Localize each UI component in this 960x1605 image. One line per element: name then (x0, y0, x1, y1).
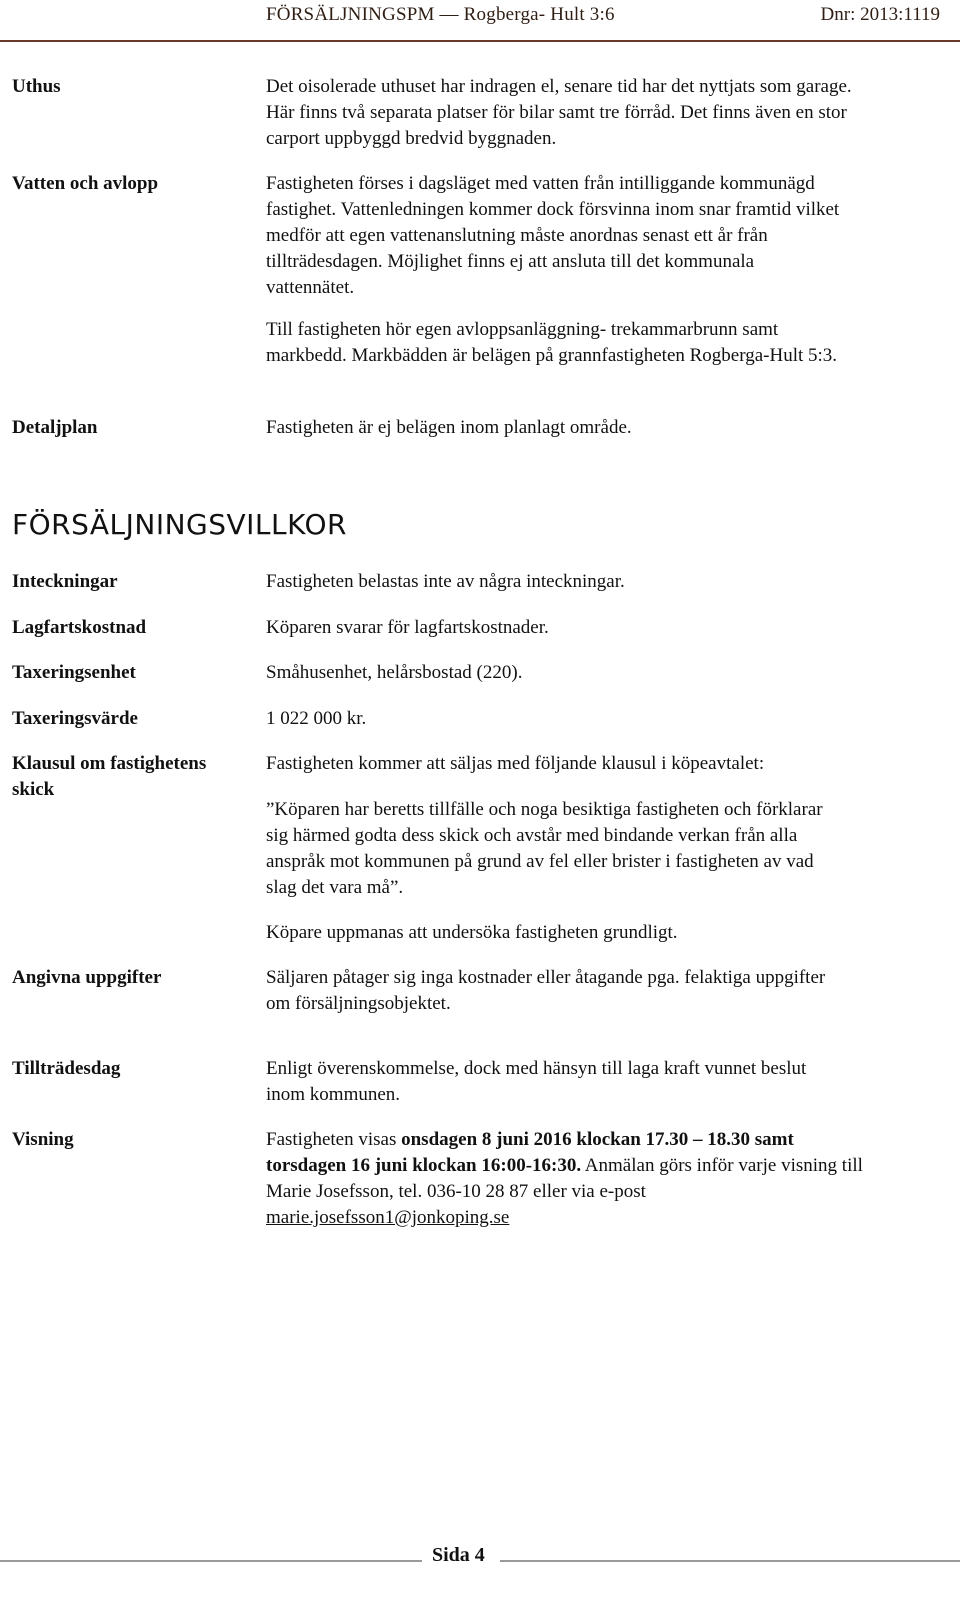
text-vatten: Fastigheten förses i dagsläget med vatten från intilliggande kommunägd fastighet. Vattenledningen kommer dock försvinna inom snar framtid vilket medför att egen vattenanslutning måste anordnas senast ett år från tillträdesdagen. Möjlighet finns ej att ansluta till det kommunala vattennätet. (266, 173, 840, 298)
label-tilltradesdag: Tillträdesdag (12, 1058, 121, 1079)
text-klausul-advice: Köpare uppmanas att undersöka fastigheten grundligt. (266, 922, 678, 943)
label-inteckningar: Inteckningar (12, 571, 118, 592)
text-lagfartskostnad: Köparen svarar för lagfartskostnader. (266, 617, 549, 638)
text-avlopp: Till fastigheten hör egen avloppsanläggning- trekammarbrunn samt markbedd. Markbädden är belägen på grannfastigheten Rogberga-Hult 5:3. (266, 319, 838, 366)
label-visning: Visning (12, 1129, 74, 1150)
section-heading: FÖRSÄLJNINGSVILLKOR (12, 508, 347, 541)
text-inteckningar: Fastigheten belastas inte av några inteckningar. (266, 571, 625, 592)
text-klausul-intro: Fastigheten kommer att säljas med följande klausul i köpeavtalet: (266, 753, 765, 774)
text-taxeringsvarde: 1 022 000 kr. (266, 708, 367, 729)
label-detaljplan: Detaljplan (12, 417, 98, 438)
document-title: FÖRSÄLJNINGSPM — Rogberga- Hult 3:6 (266, 4, 615, 25)
label-uthus: Uthus (12, 76, 61, 97)
label-lagfartskostnad: Lagfartskostnad (12, 617, 147, 638)
text-detaljplan: Fastigheten är ej belägen inom planlagt område. (266, 417, 632, 438)
label-vatten-och-avlopp: Vatten och avlopp (12, 173, 159, 194)
label-taxeringsvarde: Taxeringsvärde (12, 708, 138, 729)
text-uthus: Det oisolerade uthuset har indragen el, senare tid har det nyttjats som garage. Här finns två separata platser för bilar samt tre förråd. Det finns även en stor carport uppbyggd bredvid byggnaden. (266, 76, 852, 149)
text-klausul-quote: ”Köparen har beretts tillfälle och noga besiktiga fastigheten och förklarar sig härmed godta dess skick och avstår med bindande verkan från alla anspråk mot kommunen på grund av fel eller brister i fastigheten av vad slag det vara må”. (266, 799, 823, 898)
footer-divider-right (500, 1560, 960, 1562)
text-tilltradesdag: Enligt överenskommelse, dock med hänsyn till laga kraft vunnet beslut inom kommunen. (266, 1058, 807, 1105)
page-number: Sida 4 (432, 1544, 485, 1566)
label-klausul: Klausul om fastighetens skick (12, 753, 207, 800)
text-taxeringsenhet: Småhusenhet, helårsbostad (220). (266, 662, 523, 683)
footer-divider-left (0, 1560, 422, 1562)
visning-contact: Anmälan görs inför varje visning till Marie Josefsson, tel. 036-10 28 87 eller via e-post (266, 1155, 863, 1202)
visning-dates: onsdagen 8 juni 2016 klockan 17.30 – 18.30 samt torsdagen 16 juni klockan 16:00-16:30. (266, 1129, 794, 1176)
email-link[interactable]: marie.josefsson1@jonkoping.se (266, 1207, 510, 1228)
text-angivna-uppgifter: Säljaren påtager sig inga kostnader eller åtagande pga. felaktiga uppgifter om försäljningsobjektet. (266, 967, 826, 1014)
text-visning (266, 1127, 876, 1231)
page-header (0, 0, 960, 42)
label-angivna-uppgifter: Angivna uppgifter (12, 967, 162, 988)
document-number: Dnr: 2013:1119 (820, 4, 940, 25)
label-taxeringsenhet: Taxeringsenhet (12, 662, 136, 683)
visning-prefix: Fastigheten visas (266, 1129, 402, 1150)
